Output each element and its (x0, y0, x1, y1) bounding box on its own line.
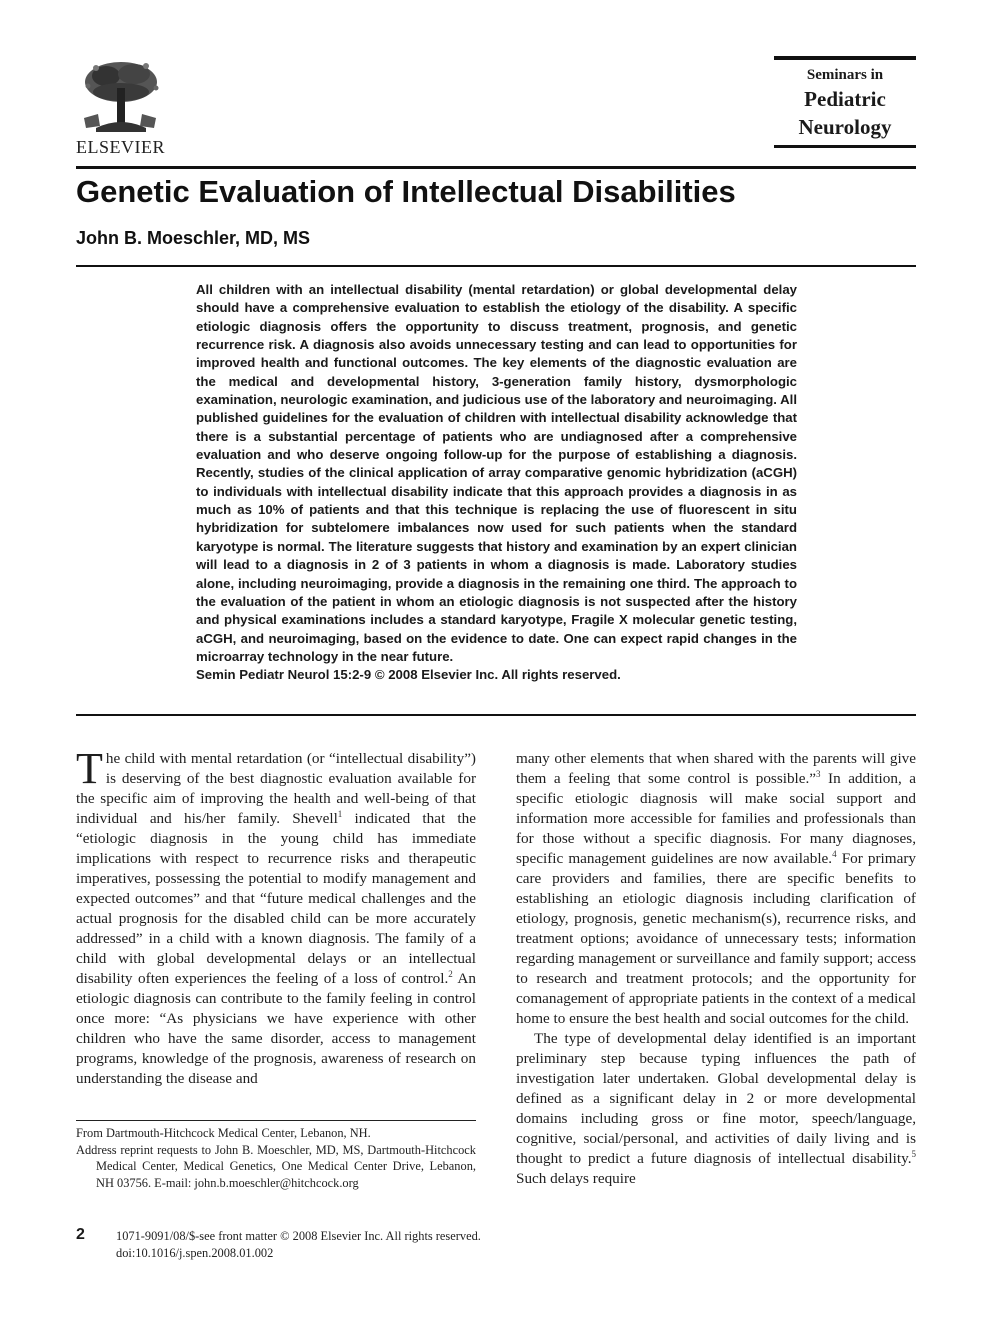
masthead-rule-bottom (774, 145, 916, 148)
reference-link-2[interactable]: 2 (448, 968, 453, 979)
page-number: 2 (76, 1226, 85, 1243)
paragraph-text: In addition, a specific etiologic diagnosis will make social support and information more accessible for families and professionals than for those without a specific diagnosis. For many diagnoses, specific management guidelines are now available. (516, 770, 916, 867)
reference-link-3[interactable]: 3 (816, 768, 821, 779)
reference-link-4[interactable]: 4 (832, 848, 837, 859)
paragraph-text: For primary care providers and families, there are specific benefits to establishing an etiologic diagnosis including clarification of etiology, prognosis, genetic mechanism(s), recurrence risks, and treatment options; avoidance of unnecessary tests; information regarding management or surveillance and family support; access to research and treatment protocols; and the opportunity for comanagement of appropriate patients in the context of a medical home to ensure the best health and social outcomes for the child. (516, 850, 916, 1027)
footnote-divider (76, 1120, 476, 1121)
abstract (196, 281, 797, 685)
tree-logo-icon (76, 58, 166, 136)
article-author: John B. Moeschler, MD, MS (76, 228, 311, 248)
title-divider (76, 265, 916, 267)
publisher-name: ELSEVIER (76, 137, 165, 157)
journal-name-line1: Pediatric (804, 87, 886, 111)
paragraph-continued (516, 749, 916, 1029)
footnotes (76, 1125, 476, 1191)
abstract-divider (76, 714, 916, 716)
paragraph-text: indicated that the “etiologic diagnosis in the young child has immediate implications with respect to recurrence risks and therapeutic imperatives, possessing the potential to modify management and expected outcomes” and that “future medical challenges and the actual prognosis for the disabled child can be more accurately addressed” in a child with a known diagnosis. The family of a child with global developmental delays or an intellectual disability often experiences the feeling of a loss of control. (76, 810, 476, 987)
article-title: Genetic Evaluation of Intellectual Disabilities (76, 174, 736, 209)
journal-name-line2: Neurology (798, 115, 892, 139)
masthead-rule-top (774, 56, 916, 60)
abstract-text: All children with an intellectual disability (mental retardation) or global developmental delay should have a comprehensive evaluation to establish the etiology of the disability. A specific etiologic diagnosis offers the opportunity to discuss treatment, prognosis, and genetic recurrence risk. A diagnosis also avoids unnecessary testing and can lead to opportunities for improved health and functional outcomes. The key elements of the diagnostic evaluation are the medical and developmental history, 3-generation family history, dysmorphologic examination, neurologic examination, and judicious use of the laboratory and neuroimaging. All published guidelines for the evaluation of children with intellectual disability acknowledge that there is a substantial percentage of patients who are undiagnosed after a comprehensive evaluation and who deserve ongoing follow-up for the purpose of establishing a diagnosis. Recently, studies of the clinical application of array comparative genomic hybridization (aCGH) to individuals with intellectual disability indicate that this approach provides a diagnosis in as much as 10% of patients and that this technique is replacing the use of fluorescent in situ hybridization for subtelomere imbalances now used for such patients when the standard karyotype is normal. The literature suggests that history and examination by an expert clinician will lead to a diagnosis in 2 of 3 patients in whom a diagnosis is made. Laboratory studies alone, including neuroimaging, provide a diagnosis in the remaining one third. The approach to the evaluation of the patient in whom an etiologic diagnosis is not suspected after the history and physical examinations includes a standard karyotype, Fragile X molecular genetic testing, aCGH, and neuroimaging, based on the evidence to date. One can expect rapid changes in the microarray technology in the near future. (196, 282, 797, 664)
paragraph-text: many other elements that when shared with the parents will give them a feeling that some control is possible.” (516, 750, 916, 787)
paragraph-text: The type of developmental delay identified is an important preliminary step because typing influences the path of investigation later undertaken. Global developmental delay is defined as a significant delay in 2 or more developmental domains including gross or fine motor, speech/language, cognitive, social/personal, and activities of daily living and is thought to predict a future diagnosis of intellectual disability. (516, 1030, 916, 1167)
copyright-line: 1071-9091/08/$-see front matter © 2008 Elsevier Inc. All rights reserved. (116, 1229, 481, 1243)
reprint-address-note: Address reprint requests to John B. Moeschler, MD, MS, Dartmouth-Hitchcock Medical Center, Medical Genetics, One Medical Center Drive, Lebanon, NH 03756. E-mail: john.b.moeschler@hitchcock.org (76, 1142, 476, 1190)
reference-link-5[interactable]: 5 (911, 1148, 916, 1159)
drop-cap: T (76, 744, 103, 793)
doi-line[interactable]: doi:10.1016/j.spen.2008.01.002 (116, 1245, 274, 1260)
reference-link-1[interactable]: 1 (337, 808, 343, 819)
paragraph-delay-types (516, 1029, 916, 1189)
body-column-left (76, 744, 476, 1089)
paragraph-text: he child with mental retardation (or “intellectual disability”) is deserving of the best diagnostic evaluation available for the specific aim of improving the health and well-being of that individual and his/her family. Shevell (76, 750, 476, 827)
header-divider (76, 166, 916, 169)
abstract-citation: Semin Pediatr Neurol 15:2-9 © 2008 Elsevier Inc. All rights reserved. (196, 667, 621, 683)
paragraph-text: Such delays require (516, 1170, 636, 1187)
affiliation-note: From Dartmouth-Hitchcock Medical Center, Lebanon, NH. (76, 1126, 371, 1140)
paragraph-text: An etiologic diagnosis can contribute to the family feeling in control once more: “As physicians we have experience with other children who have the same disorder, access to management programs, knowledge of the prognosis, awareness of research on understanding the disease and (76, 970, 476, 1087)
journal-masthead (774, 56, 916, 154)
journal-series: Seminars in (806, 67, 884, 83)
footer-info (116, 1228, 481, 1261)
paragraph-intro (76, 744, 476, 1089)
body-column-right (516, 749, 916, 1189)
